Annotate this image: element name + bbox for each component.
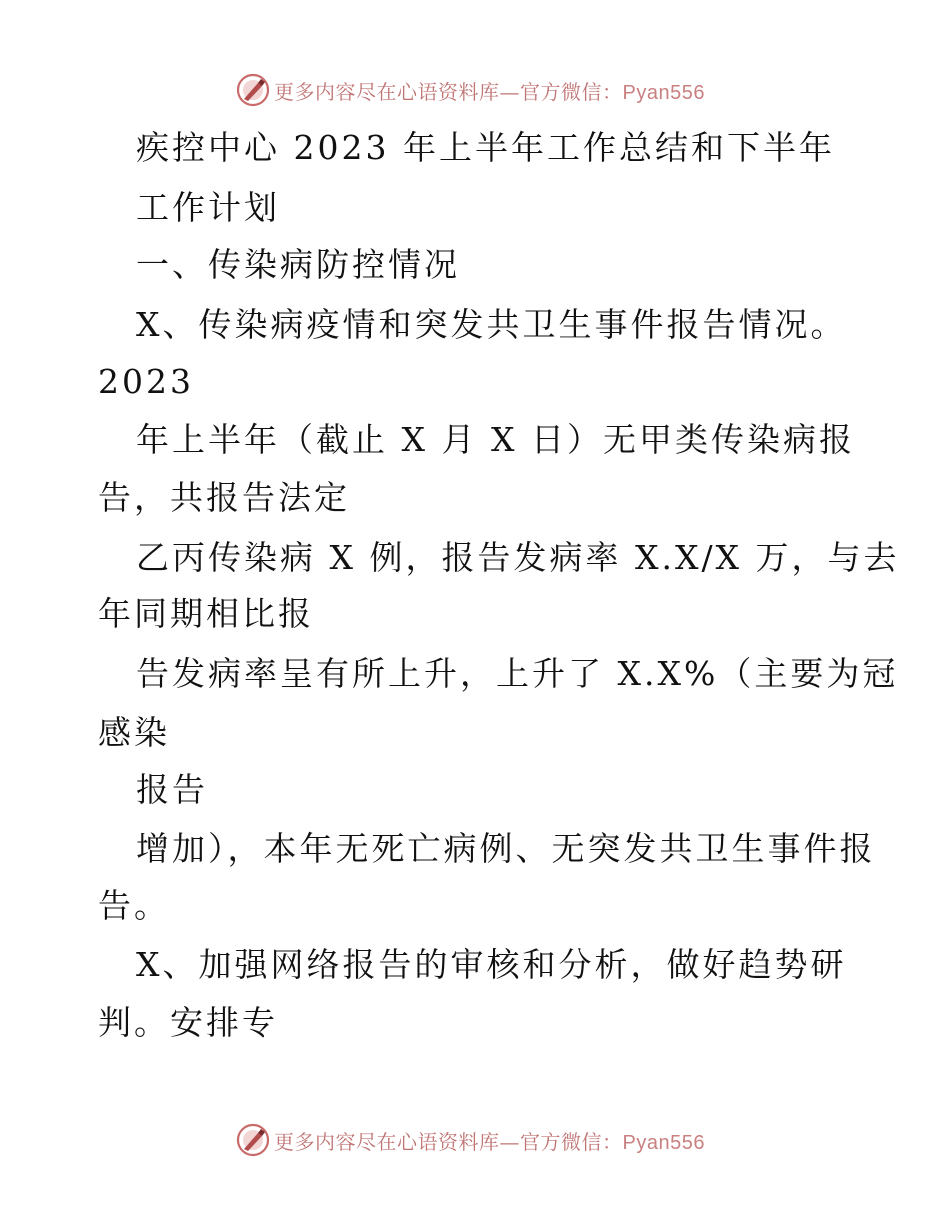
- paragraph-line: X、传染病疫情和突发共卫生事件报告情况。: [136, 305, 847, 344]
- paragraph-line: 2023: [98, 362, 194, 401]
- wechat-id: Pyan556: [622, 81, 705, 104]
- doc-title-line-2: 工作计划: [136, 188, 280, 227]
- paragraph-line: 告，共报告法定: [98, 478, 350, 517]
- paragraph-line: 告发病率呈有所上升，上升了 X.X%（主要为冠: [136, 654, 899, 693]
- paragraph-line: 判。安排专: [98, 1003, 278, 1042]
- watermark-text: 更多内容尽在心语资料库—官方微信：Pyan556: [274, 79, 705, 104]
- paragraph-line: 感染: [98, 713, 170, 752]
- paragraph-line: 报告: [136, 770, 208, 809]
- watermark-header: [0, 70, 950, 110]
- doc-title-line-1: 疾控中心 2023 年上半年工作总结和下半年: [136, 128, 835, 167]
- watermark-text: 更多内容尽在心语资料库—官方微信：Pyan556: [274, 1129, 705, 1154]
- paragraph-line: 乙丙传染病 X 例，报告发病率 X.X/X 万，与去: [136, 538, 900, 577]
- paragraph-line: 告。: [98, 886, 170, 925]
- pen-logo-icon: [236, 73, 270, 107]
- paragraph-line: X、加强网络报告的审核和分析，做好趋势研: [136, 945, 847, 984]
- watermark-footer: [0, 1120, 950, 1160]
- wechat-id: Pyan556: [622, 1131, 705, 1154]
- pen-logo-icon: [236, 1123, 270, 1157]
- section-heading: 一、传染病防控情况: [136, 245, 460, 284]
- paragraph-line: 年同期相比报: [98, 594, 314, 633]
- paragraph-line: 年上半年（截止 X 月 X 日）无甲类传染病报: [136, 420, 855, 459]
- paragraph-line: 增加），本年无死亡病例、无突发共卫生事件报: [136, 829, 876, 868]
